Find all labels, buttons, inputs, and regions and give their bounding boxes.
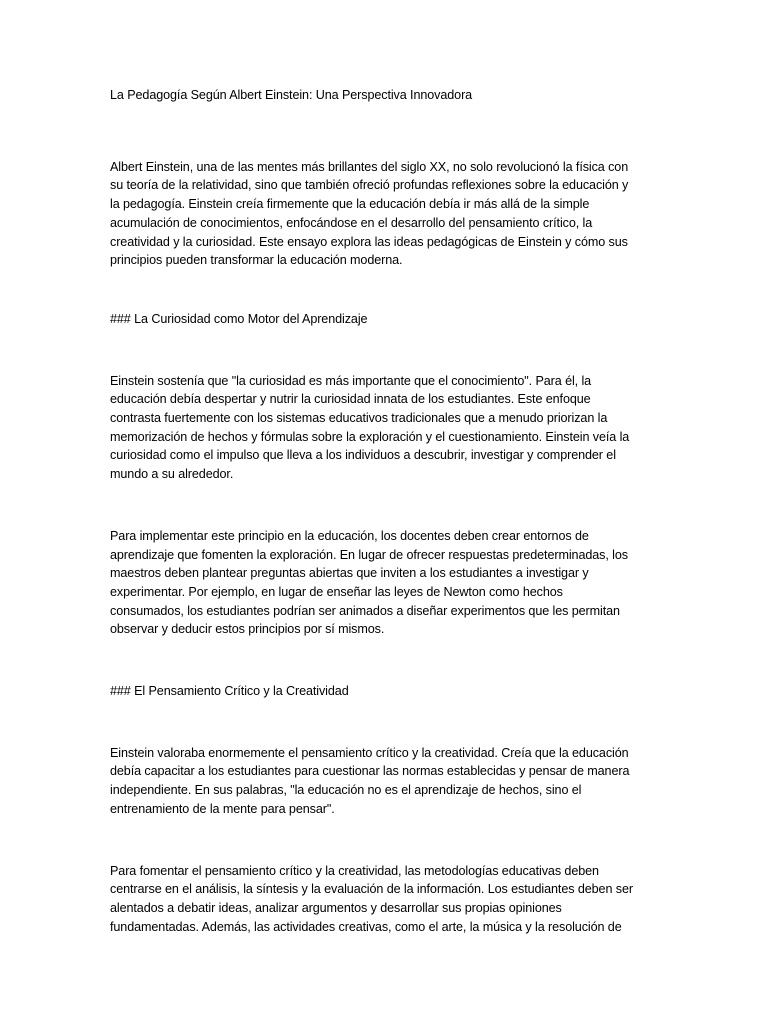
text-line: Albert Einstein, una de las mentes más brillantes del siglo XX, no solo revolucionó la física con [110,159,629,174]
text-line: alentados a debatir ideas, analizar argumentos y desarrollar sus propias opiniones [110,900,562,915]
text-line: independiente. En sus palabras, "la educación no es el aprendizaje de hechos, sino el [110,783,582,798]
text-line: la pedagogía. Einstein creía firmemente que la educación debía ir más allá de la simple [110,197,590,212]
text-line: memorización de hechos y fórmulas sobre la exploración y el cuestionamiento. Einstein veía la [110,429,630,444]
text-line: consumados, los estudiantes podrían ser animados a diseñar experimentos que les permitan [110,603,620,618]
text-line: entrenamiento de la mente para pensar". [110,801,335,816]
text-line: debía capacitar a los estudiantes para cuestionar las normas establecidas y pensar de manera [110,764,630,779]
section-heading-curiosity: ### La Curiosidad como Motor del Aprendizaje [110,311,368,326]
text-line: contrasta fuertemente con los sistemas educativos tradicionales que a menudo priorizan la [110,411,608,426]
text-line: Para fomentar el pensamiento crítico y la creatividad, las metodologías educativas deben [110,863,599,878]
text-line: creatividad y la curiosidad. Este ensayo explora las ideas pedagógicas de Einstein y cómo sus [110,234,628,249]
text-line: experimentar. Por ejemplo, en lugar de enseñar las leyes de Newton como hechos [110,584,563,599]
intro-paragraph [110,158,658,270]
text-line: su teoría de la relatividad, sino que también ofreció profundas reflexiones sobre la educación y [110,178,629,193]
document-page [110,86,658,936]
text-line: acumulación de conocimientos, enfocándose en el desarrollo del pensamiento crítico, la [110,215,593,230]
text-line: centrarse en el análisis, la síntesis y la evaluación de la información. Los estudiantes deben ser [110,882,633,897]
text-line: fundamentadas. Además, las actividades creativas, como el arte, la música y la resolución de [110,919,622,934]
text-line: observar y deducir estos principios por sí mismos. [110,622,385,637]
text-line: curiosidad como el impulso que lleva a los individuos a descubrir, investigar y comprender el [110,448,616,463]
text-line: Einstein sostenía que "la curiosidad es más importante que el conocimiento". Para él, la [110,373,592,388]
curiosity-paragraph-1 [110,372,658,484]
document-title: La Pedagogía Según Albert Einstein: Una Perspectiva Innovadora [110,88,473,102]
text-line: principios pueden transformar la educación moderna. [110,253,403,268]
text-line: Einstein valoraba enormemente el pensamiento crítico y la creatividad. Creía que la educación [110,745,629,760]
text-line: maestros deben plantear preguntas abiertas que inviten a los estudiantes a investigar y [110,566,589,581]
text-line: Para implementar este principio en la educación, los docentes deben crear entornos de [110,528,589,543]
text-line: aprendizaje que fomenten la exploración. En lugar de ofrecer respuestas predeterminadas, los [110,547,628,562]
section-heading-critical-thinking: ### El Pensamiento Crítico y la Creatividad [110,684,349,699]
critical-thinking-paragraph-2 [110,862,658,937]
text-line: educación debía despertar y nutrir la curiosidad innata de los estudiantes. Este enfoque [110,392,591,407]
curiosity-paragraph-2 [110,527,658,639]
critical-thinking-paragraph-1 [110,744,658,819]
text-line: mundo a su alrededor. [110,467,234,482]
